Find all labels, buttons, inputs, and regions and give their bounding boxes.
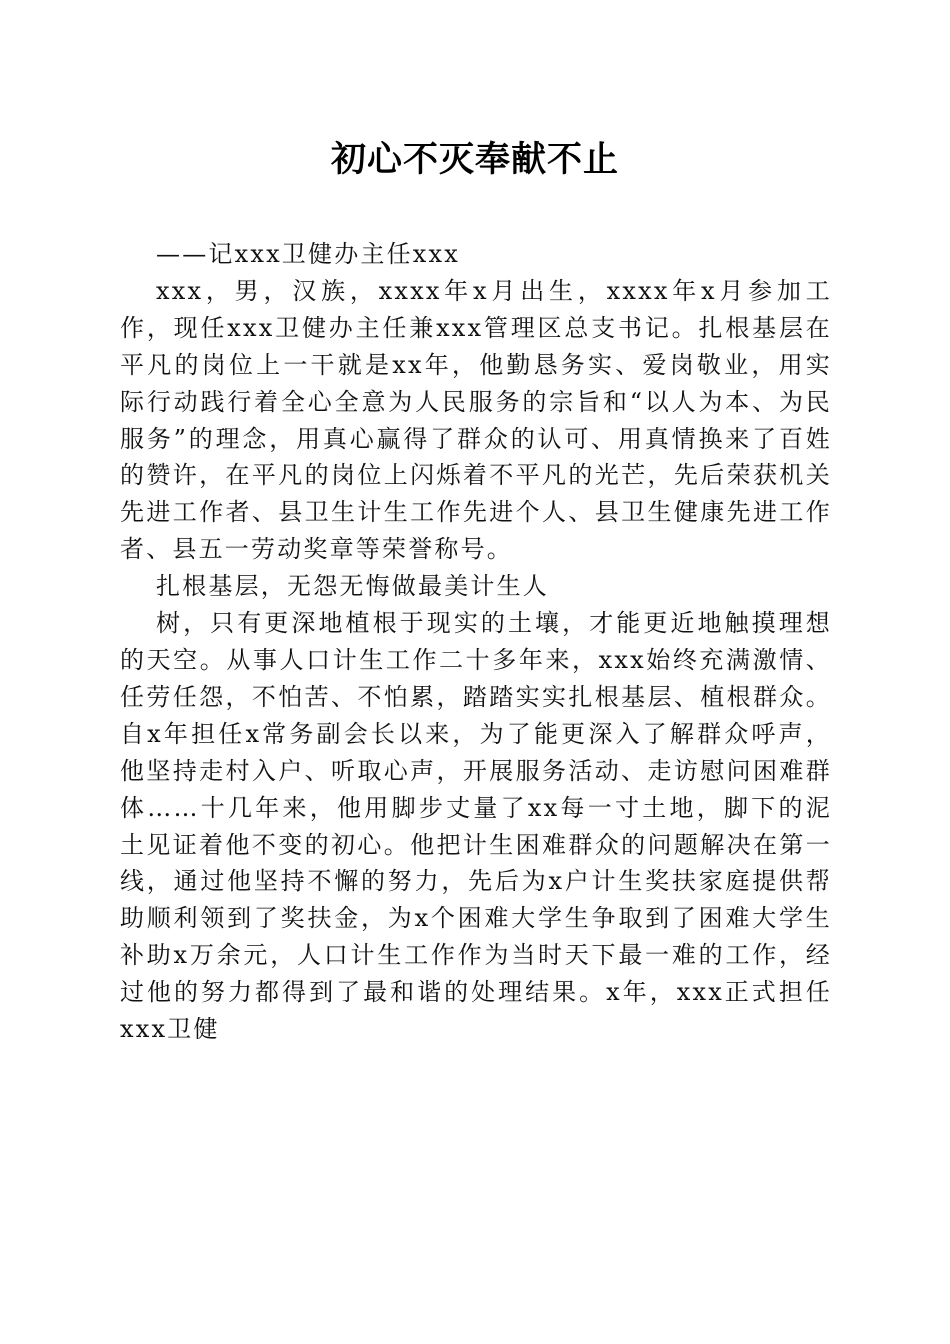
document-body bbox=[120, 236, 832, 1048]
body-paragraph: 树，只有更深地植根于现实的土壤，才能更近地触摸理想的天空。从事人口计生工作二十多年来，xxx始终充满激情、任劳任怨，不怕苦、不怕累，踏踏实实扎根基层、植根群众。自x年担任x常务副会长以来，为了能更深入了解群众呼声，他坚持走村入户、听取心声，开展服务活动、走访慰问困难群体……十几年来，他用脚步丈量了xx每一寸土地，脚下的泥土见证着他不变的初心。他把计生困难群众的问题解决在第一线，通过他坚持不懈的努力，先后为x户计生奖扶家庭提供帮助顺利领到了奖扶金，为x个困难大学生争取到了困难大学生补助x万余元，人口计生工作作为当时天下最一难的工作，经过他的努力都得到了最和谐的处理结果。x年，xxx正式担任xxx卫健 bbox=[120, 609, 832, 1044]
subtitle-paragraph: ——记xxx卫健办主任xxx bbox=[156, 240, 461, 268]
section-heading: 扎根基层，无怨无悔做最美计生人 bbox=[156, 572, 549, 601]
intro-paragraph: xxx，男，汉族，xxxx年x月出生，xxxx年x月参加工作，现任xxx卫健办主任兼xxx管理区总支书记。扎根基层在平凡的岗位上一干就是xx年，他勤恳务实、爱岗敬业，用实际行动践行着全心全意为人民服务的宗旨和“以人为本、为民服务”的理念，用真心赢得了群众的认可、用真情换来了百姓的赞许，在平凡的岗位上闪烁着不平凡的光芒，先后荣获机关先进工作者、县卫生计生工作先进个人、县卫生健康先进工作者、县五一劳动奖章等荣誉称号。 bbox=[120, 276, 832, 564]
document-title: 初心不灭奉献不止 bbox=[330, 139, 619, 180]
